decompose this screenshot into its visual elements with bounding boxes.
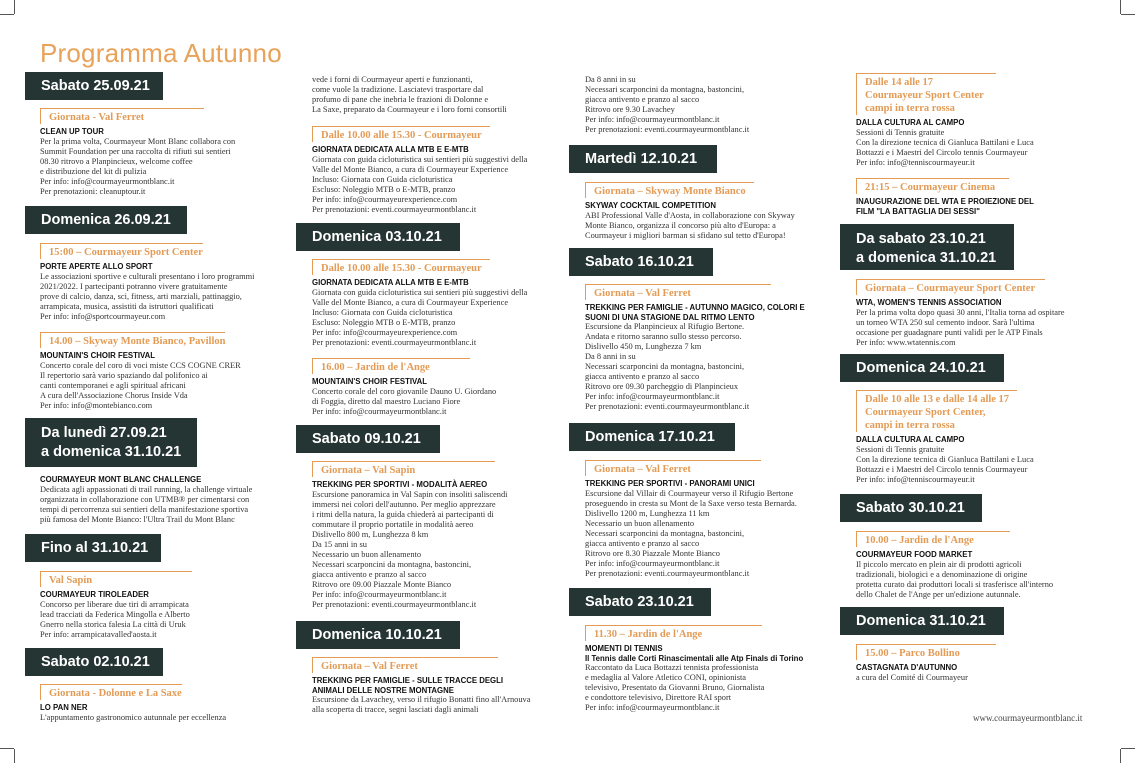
event-body: ABI Professional Valle d'Aosta, in collaborazione con Skyway Monte Bianco, organizza il concorso più alto d'Europa: a Courmayeur i migliori barman si sfidano sul tetto d'Europa! (585, 210, 795, 240)
event-block (585, 75, 835, 135)
event-body: Le associazioni sportive e culturali presentano i loro programmi 2021/2022. I partecipanti potranno vivere gratuitamente prove di calcio, danza, sci, fitness, arti marziali, pattinaggio, arrampicata, musica, assistiti da istruttori qualificati Per info: info@sportcourmayeur.com (40, 271, 255, 321)
event-location: Dalle 10.00 alle 15.30 - Courmayeur (312, 126, 490, 142)
event-block (856, 279, 1106, 348)
event-body: Sessioni di Tennis gratuite Con la direzione tecnica di Gianluca Battilani e Luca Bottazzi e i Maestri del Circolo tennis Courmayeur Per info: info@tenniscourmayeur.it (856, 444, 1034, 484)
event-block (585, 625, 835, 713)
date-header: Sabato 25.09.21 (25, 72, 163, 100)
event-location: Giornata - Dolonne e La Saxe (40, 684, 182, 700)
event-location: 21:15 – Courmayeur Cinema (856, 178, 1009, 194)
event-title: MOUNTAIN'S CHOIR FESTIVAL (40, 351, 156, 360)
event-body: Escursione dal Villair di Courmayeur verso il Rifugio Bertone proseguendo in cresta su Mont de la Saxe verso testa Bernarda. Dislivello 1200 m, Lunghezza 11 km Necessario un buon allenamento Necessari scarponcini da montagna, bastoncini, giacca antivento e pranzo al sacco Ritrovo ore 8.30 Piazzale Monte Bianco Per info: info@courmayeurmontblanc.it Per prenotazioni: eventi.courmayeurmontblanc.it (585, 488, 797, 578)
date-header: Fino al 31.10.21 (25, 534, 161, 562)
event-title: LO PAN NER (40, 703, 88, 712)
event-location: 15:00 – Courmayeur Sport Center (40, 243, 203, 259)
date-header: Domenica 17.10.21 (569, 423, 735, 451)
event-body: Da 8 anni in su Necessari scarponcini da montagna, bastoncini, giacca antivento e pranzo al sacco Ritrovo ore 9.30 Lavachey Per info: info@courmayeurmontblanc.it Per prenotazioni: eventi.courmayeurmontblanc.it (585, 75, 750, 134)
page-title: Programma Autunno (40, 38, 282, 68)
date-from: Da sabato 23.10.21 (856, 231, 986, 247)
crop-mark (0, 748, 14, 749)
event-title: DALLA CULTURA AL CAMPO (856, 435, 965, 444)
event-title: DALLA CULTURA AL CAMPO (856, 118, 965, 127)
date-header: Martedì 12.10.21 (569, 145, 717, 173)
date-header: Sabato 02.10.21 (25, 648, 163, 676)
event-block (312, 259, 562, 348)
date-header: Sabato 16.10.21 (569, 248, 713, 276)
event-block (40, 108, 290, 197)
event-block (312, 126, 562, 215)
event-block (585, 460, 835, 579)
event-block (312, 657, 562, 715)
event-title: GIORNATA DEDICATA ALLA MTB E E-MTB (312, 278, 469, 287)
event-location: Dalle 10 alle 13 e dalle 14 alle 17 Courmayeur Sport Center, campi in terra rossa (856, 390, 1017, 432)
event-body: Giornata con guida cicloturistica sui sentieri più suggestivi della Valle del Monte Bianco, a cura di Courmayeur Experience Incluso: Giornata con Guida cicloturistica Escluso: Noleggio MTB o E-MTB, pranzo Per info: info@courmayeurexperience.com Per prenotazioni: eventi.courmayeurmontblanc.it (312, 154, 528, 214)
event-location: Giornata – Val Ferret (585, 284, 771, 300)
event-title: INAUGURAZIONE DEL WTA E PROIEZIONE DEL FILM "LA BATTAGLIA DEI SESSI" (856, 197, 1034, 216)
event-title: WTA, WOMEN'S TENNIS ASSOCIATION (856, 298, 1002, 307)
crop-mark (1121, 14, 1135, 15)
date-header: Domenica 10.10.21 (296, 621, 460, 649)
event-location: Dalle 10.00 alle 15.30 - Courmayeur (312, 259, 490, 275)
crop-mark (1121, 748, 1135, 749)
crop-mark (1120, 0, 1121, 14)
event-title: COURMAYEUR MONT BLANC CHALLENGE (40, 475, 202, 484)
event-location: 10.00 – Jardin de l'Ange (856, 531, 1010, 547)
event-block (40, 332, 300, 411)
event-title: CASTAGNATA D'AUTUNNO (856, 663, 958, 672)
event-title: PORTE APERTE ALLO SPORT (40, 262, 153, 271)
event-block (40, 475, 300, 525)
event-body: Escursione da Lavachey, verso il rifugio Bonatti fino all'Arnouva alla scoperta di tracce, segni lasciati dagli animali (312, 695, 531, 714)
event-location: 15.00 – Parco Bollino (856, 644, 996, 660)
event-location: 11.30 – Jardin de l'Ange (585, 625, 762, 641)
event-body: Concerto corale del coro di voci miste CCS COGNE CRER Il repertorio sarà vario spaziando dal polifonico ai canti contemporanei e agli spiritual africani A cura dell'Associazione Chorus Inside Vda Per info: info@montebianco.com (40, 360, 241, 410)
footer-website-link[interactable]: www.courmayeurmontblanc.it (973, 713, 1083, 723)
event-body: Concerto corale del coro giovanile Dauno U. Giordano di Foggia, diretto dal maestro Luciano Fiore Per info: info@courmayeurmontblanc.it (312, 386, 497, 416)
event-body: Giornata con guida cicloturistica sui sentieri più suggestivi della Valle del Monte Bianco, a cura di Courmayeur Experience Incluso: Giornata con Guida cicloturistica Escluso: Noleggio MTB o E-MTB, pranzo Per info: info@courmayeurexperience.com Per prenotazioni: eventi.courmayeurmontblanc.it (312, 287, 528, 347)
date-header: Domenica 26.09.21 (25, 206, 187, 234)
event-body: Concorso per liberare due tiri di arrampicata lead tracciati da Federica Mingolla e Alberto Gnerro nella storica falesia La città di Uruk Per info: arrampicatavalled'aosta.it (40, 599, 190, 639)
event-block (312, 461, 562, 610)
event-title: COURMAYEUR FOOD MARKET (856, 550, 973, 559)
event-subtitle: Il Tennis dalle Corti Rinascimentali alle Atp Finals di Torino (585, 653, 804, 663)
event-body: Escursione panoramica in Val Sapin con insoliti saliscendi immersi nei colori dell'autunno. Per meglio apprezzare i ritmi della natura, la guida chiederà ai partecipanti di commutare il proprio portatile in modalità aereo Dislivello 800 m, Lunghezza 8 km Da 15 anni in su Necessario un buon allenamento Necessari scarponcini da montagna, bastoncini, giacca antivento e pranzo al sacco Ritrovo ore 09.00 Piazzale Monte Bianco Per info: info@courmayeurmontblanc.it Per prenotazioni: eventi.courmayeurmontblanc.it (312, 489, 508, 609)
crop-mark (0, 14, 14, 15)
event-block (585, 182, 835, 241)
event-block (585, 284, 835, 412)
date-header: Sabato 09.10.21 (296, 425, 440, 453)
event-title: TREKKING PER FAMIGLIE - AUTUNNO MAGICO, COLORI E SUONI DI UNA STAGIONE DAL RITMO LENTO (585, 303, 805, 322)
crop-mark (14, 749, 15, 763)
event-block (856, 178, 1106, 216)
event-location: Giornata – Val Ferret (312, 657, 498, 673)
crop-mark (1120, 749, 1121, 763)
event-body: vede i forni di Courmayeur aperti e funzionanti, come vuole la tradizione. Lasciatevi trasportare dal profumo di pane che inebria le frazioni di Dolonne e La Saxe, preparato da Courmayeur e i loro forni consortili (312, 75, 507, 114)
event-block (312, 358, 562, 417)
event-body: a cura del Comité di Courmayeur (856, 672, 968, 682)
event-location: Giornata – Courmayeur Sport Center (856, 279, 1045, 295)
event-body: Il piccolo mercato en plein air di prodotti agricoli tradizionali, biologici e a denominazione di origine protetta curato dai produttori locali si trasferisce all'interno dello Chalet de l'Ange per un'edizione autunnale. (856, 559, 1054, 599)
event-location: Val Sapin (40, 571, 192, 587)
event-title: COURMAYEUR TIROLEADER (40, 590, 149, 599)
event-block (856, 644, 1106, 683)
event-location: Giornata - Val Ferret (40, 108, 204, 124)
event-body: Raccontato da Luca Bottazzi tennista professionista e medaglia al Valore Atletico CONI, opinionista televisivo, Presentato da Giovanni Bruno, Giornalista e condottore televisivo, Direttore RAI sport Per info: info@courmayeurmontblanc.it (585, 663, 765, 712)
date-header: Sabato 23.10.21 (569, 588, 711, 616)
date-header: Domenica 24.10.21 (840, 354, 1004, 382)
event-location: Giornata – Val Ferret (585, 460, 761, 476)
event-title: SKYWAY COCKTAIL COMPETITION (585, 201, 716, 210)
event-title: TREKKING PER FAMIGLIE - SULLE TRACCE DEGLI ANIMALI DELLE NOSTRE MONTAGNE (312, 676, 504, 695)
event-block (40, 684, 300, 723)
date-header (25, 418, 197, 467)
date-to: a domenica 31.10.21 (41, 444, 182, 460)
crop-mark (14, 0, 15, 14)
date-from: Da lunedì 27.09.21 (41, 425, 167, 441)
event-title: CLEAN UP TOUR (40, 127, 104, 136)
event-block (856, 390, 1106, 485)
event-location: Giornata – Skyway Monte Bianco (585, 182, 754, 198)
event-block (312, 75, 562, 115)
event-body: L'appuntamento gastronomico autunnale per eccellenza (40, 712, 227, 722)
event-body: Per la prima volta, Courmayeur Mont Blanc collabora con Summit Foundation per una raccolta di rifiuti sui sentieri 08.30 ritrovo a Planpincieux, welcome coffee e distribuzione del kit di pulizia Per info: info@courmayeurmontblanc.it Per prenotazioni: cleanuptour.it (40, 136, 236, 196)
date-to: a domenica 31.10.21 (856, 250, 997, 266)
event-body: Sessioni di Tennis gratuite Con la direzione tecnica di Gianluca Battilani e Luca Bottazzi e i Maestri del Circolo tennis Courmayeur Per info: info@tenniscourmayeur.it (856, 127, 1034, 167)
event-block (40, 571, 290, 640)
event-location: 14.00 – Skyway Monte Bianco, Pavillon (40, 332, 225, 348)
event-title: GIORNATA DEDICATA ALLA MTB E E-MTB (312, 145, 469, 154)
event-block (856, 73, 1106, 168)
event-body: Escursione da Planpincieux al Rifugio Bertone. Andata e ritorno saranno sullo stesso percorso. Dislivello 450 m, Lunghezza 7 km Da 8 anni in su Necessari scarponcini da montagna, bastoncini, giacca antivento e pranzo al sacco Ritrovo ore 09.30 parcheggio di Planpincieux Per info: info@courmayeurmontblanc.it Per prenotazioni: eventi.courmayeurmontblanc.it (585, 322, 750, 411)
event-body: Per la prima volta dopo quasi 30 anni, l'Italia torna ad ospitare un torneo WTA 250 sul cemento indoor. Sarà l'ultima occasione per guadagnare punti validi per le ATP Finals Per info: www.wtatennis.com (856, 307, 1065, 347)
event-body: Dedicata agli appassionati di trail running, la challenge virtuale organizzata in collaborazione con UTMB® per cimentarsi con tempi di percorrenza sui sentieri della manifestazione sportiva più famosa del Monte Bianco: l'Ultra Trail du Mont Blanc (40, 484, 253, 524)
event-title: TREKKING PER SPORTIVI - MODALITÀ AEREO (312, 480, 488, 489)
event-location: 16.00 – Jardin de l'Ange (312, 358, 470, 374)
date-header (840, 224, 1014, 270)
event-location: Giornata – Val Sapin (312, 461, 495, 477)
event-title: MOUNTAIN'S CHOIR FESTIVAL (312, 377, 428, 386)
event-location: Dalle 14 alle 17 Courmayeur Sport Center campi in terra rossa (856, 73, 996, 115)
event-title: MOMENTI DI TENNIS (585, 644, 663, 653)
event-block (40, 243, 300, 322)
event-block (856, 531, 1106, 600)
date-header: Domenica 03.10.21 (296, 223, 460, 251)
date-header: Domenica 31.10.21 (840, 607, 1004, 635)
event-title: TREKKING PER SPORTIVI - PANORAMI UNICI (585, 479, 755, 488)
date-header: Sabato 30.10.21 (840, 494, 982, 522)
